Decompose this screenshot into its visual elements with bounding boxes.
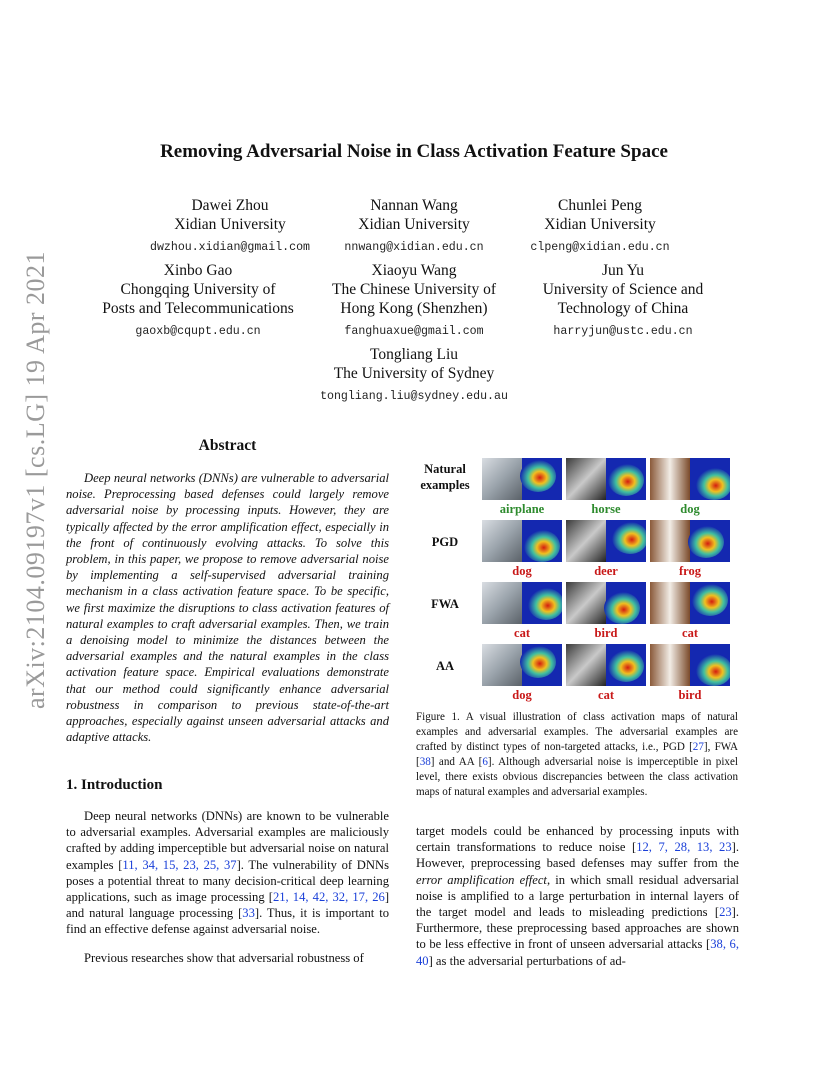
natural-photo [482, 458, 522, 500]
natural-photo [650, 582, 690, 624]
author-affiliation: Xidian University [358, 216, 470, 233]
predicted-class-label: cat [598, 688, 614, 702]
activation-hotspot [520, 646, 556, 678]
cam-image-pair [650, 520, 730, 562]
citation-link[interactable]: 12, 7, 28, 13, 23 [636, 840, 732, 855]
predicted-class-label: bird [594, 626, 618, 640]
cam-image-pair [482, 644, 562, 686]
author-affiliation: University of Science and [542, 281, 704, 298]
author-name: Dawei Zhou [191, 197, 269, 214]
activation-hotspot [692, 584, 728, 616]
author-affiliation: Hong Kong (Shenzhen) [340, 300, 488, 317]
figure-row-label-line: FWA [431, 597, 459, 611]
cam-image-pair [566, 582, 646, 624]
cam-image-pair [650, 458, 730, 500]
figure-row-label-line: AA [435, 659, 455, 673]
natural-photo [650, 644, 690, 686]
arxiv-sidebar-stamp [16, 200, 56, 760]
section-heading-introduction: 1. Introduction [66, 777, 163, 793]
arxiv-identifier: arXiv:2104.09197v1 [cs.LG] 19 Apr 2021 [21, 250, 50, 710]
cam-image-pair [566, 644, 646, 686]
author-block [300, 196, 528, 257]
author-name: Xiaoyu Wang [371, 262, 457, 279]
author-affiliation: Xidian University [544, 216, 656, 233]
predicted-class-label: dog [512, 564, 532, 578]
cam-image-pair [482, 458, 562, 500]
citation-link[interactable]: 6 [482, 756, 488, 768]
natural-photo [482, 582, 522, 624]
author-affiliation: The Chinese University of [331, 281, 496, 298]
author-block [500, 196, 700, 257]
author-email[interactable]: gaoxb@cqupt.edu.cn [135, 325, 261, 338]
author-block [520, 261, 726, 341]
intro-paragraph-continued: target models could be enhanced by processing inputs with certain transformations to reduce noise [12, 7, 28, 13, 23]. However, preprocessing based defenses may suffer from the error amplification effect, in which small residual adversarial noise is amplified to a large perturbation in internal layers of the target model and leads to misleading predictions [23]. Furthermore, these preprocessing based approaches are shown to be less effective in front of unseen adversarial attacks [38, 6, 40] as the adversarial perturbations of ad- [416, 824, 739, 968]
abstract-heading: Abstract [198, 437, 257, 454]
citation-link[interactable]: 11, 34, 15, 23, 25, 37 [122, 857, 237, 872]
citation-link[interactable]: 27 [692, 741, 704, 753]
figure-row-label [416, 461, 474, 493]
author-affiliation: Technology of China [557, 300, 689, 317]
activation-hotspot [520, 460, 556, 492]
author-block [310, 261, 518, 341]
citation-link[interactable]: 21, 14, 42, 32, 17, 26 [272, 890, 385, 905]
figure-row-label-line: Natural [424, 462, 466, 476]
abstract-text: Deep neural networks (DNNs) are vulnerable to adversarial noise. Preprocessing based defenses could largely remove adversarial noise by processing inputs. However, they are typically affected by the error amplification effect, especially in the front of continuously evolving attacks. To solve this problem, in this paper, we propose to remove adversarial noise by implementing a self-supervised adversarial training mechanism in a class activation feature space. To be specific, we first maximize the disruptions to class activation features of natural examples to craft adversarial examples. Then, we train a denoising model to minimize the distances between the adversarial examples and the natural examples in the class activation feature space. Empirical evaluations demonstrate that our method could significantly enhance adversarial robustness in comparison to previous state-of-the-art approaches, especially against unseen adversarial attacks and adaptive attacks. [66, 471, 389, 745]
activation-hotspot [608, 650, 644, 682]
activation-hotspot [604, 592, 640, 624]
author-email[interactable]: clpeng@xidian.edu.cn [530, 241, 670, 254]
natural-photo [566, 582, 606, 624]
cam-image-pair [482, 582, 562, 624]
cam-image-pair [482, 520, 562, 562]
author-email[interactable]: tongliang.liu@sydney.edu.au [320, 390, 508, 403]
figure-1 [416, 458, 740, 708]
intro-paragraph: Previous researches show that adversarial robustness of [84, 951, 364, 965]
predicted-class-label: cat [682, 626, 698, 640]
author-name: Chunlei Peng [558, 197, 642, 214]
paper-title: Removing Adversarial Noise in Class Activation Feature Space [160, 141, 668, 162]
cam-image-pair [650, 644, 730, 686]
author-email[interactable]: dwzhou.xidian@gmail.com [149, 241, 311, 254]
author-email[interactable]: nnwang@xidian.edu.cn [344, 241, 484, 254]
figure-row-label [416, 534, 474, 550]
predicted-class-label: cat [514, 626, 530, 640]
predicted-class-label: airplane [499, 502, 545, 516]
cam-image-pair [566, 520, 646, 562]
author-block [88, 261, 308, 341]
citation-link[interactable]: 38, 6, 40 [416, 937, 739, 968]
natural-photo [482, 644, 522, 686]
author-affiliation: The University of Sydney [333, 365, 495, 382]
emphasis-term: error amplification effect [416, 872, 547, 887]
author-name: Xinbo Gao [163, 262, 233, 279]
natural-photo [650, 520, 690, 562]
cam-image-pair [650, 582, 730, 624]
predicted-class-label: dog [512, 688, 532, 702]
cam-image-pair [566, 458, 646, 500]
author-email[interactable]: fanghuaxue@gmail.com [344, 325, 484, 338]
natural-photo [566, 458, 606, 500]
author-email[interactable]: harryjun@ustc.edu.cn [553, 325, 693, 338]
activation-hotspot [524, 530, 560, 562]
author-affiliation: Posts and Telecommunications [102, 300, 294, 317]
author-name: Jun Yu [601, 262, 645, 279]
figure-caption: Figure 1. A visual illustration of class activation maps of natural examples and adversarial examples. The adversarial examples are crafted by distinct types of non-targeted attacks, i.e., PGD [27], FWA [38] and AA [6]. Although adversarial noise is imperceptible in pixel level, there exists obvious discrepancies between the class activation maps of natural examples and adversarial examples. [416, 711, 738, 798]
figure-row-label [416, 596, 474, 612]
predicted-class-label: bird [678, 688, 702, 702]
activation-hotspot [608, 464, 644, 496]
natural-photo [566, 644, 606, 686]
citation-link[interactable]: 33 [242, 906, 255, 921]
predicted-class-label: dog [680, 502, 700, 516]
citation-link[interactable]: 23 [719, 905, 732, 920]
author-name: Nannan Wang [370, 197, 458, 214]
figure-row-label-line: examples [420, 478, 470, 492]
author-affiliation: Xidian University [174, 216, 286, 233]
predicted-class-label: deer [594, 564, 618, 578]
author-block [294, 345, 534, 406]
activation-hotspot [688, 526, 724, 558]
natural-photo [482, 520, 522, 562]
natural-photo [650, 458, 690, 500]
citation-link[interactable]: 38 [419, 756, 431, 768]
figure-row-label [416, 658, 474, 674]
predicted-class-label: frog [679, 564, 701, 578]
author-affiliation: Chongqing University of [120, 281, 276, 298]
predicted-class-label: horse [591, 502, 621, 516]
natural-photo [566, 520, 606, 562]
author-name: Tongliang Liu [369, 346, 459, 363]
intro-paragraph: Deep neural networks (DNNs) are known to be vulnerable to adversarial examples. Adversarial examples are maliciously crafted by adding imperceptible but adversarial noise on natural examples [11, 34, 15, 23, 25, 37]. The vulnerability of DNNs poses a potential threat to many decision-critical deep learning applications, such as image processing [21, 14, 42, 32, 17, 26] and natural language processing [33]. Thus, it is important to find an effective defense against adversarial noise. [66, 809, 390, 937]
figure-row-label-line: PGD [431, 535, 459, 549]
